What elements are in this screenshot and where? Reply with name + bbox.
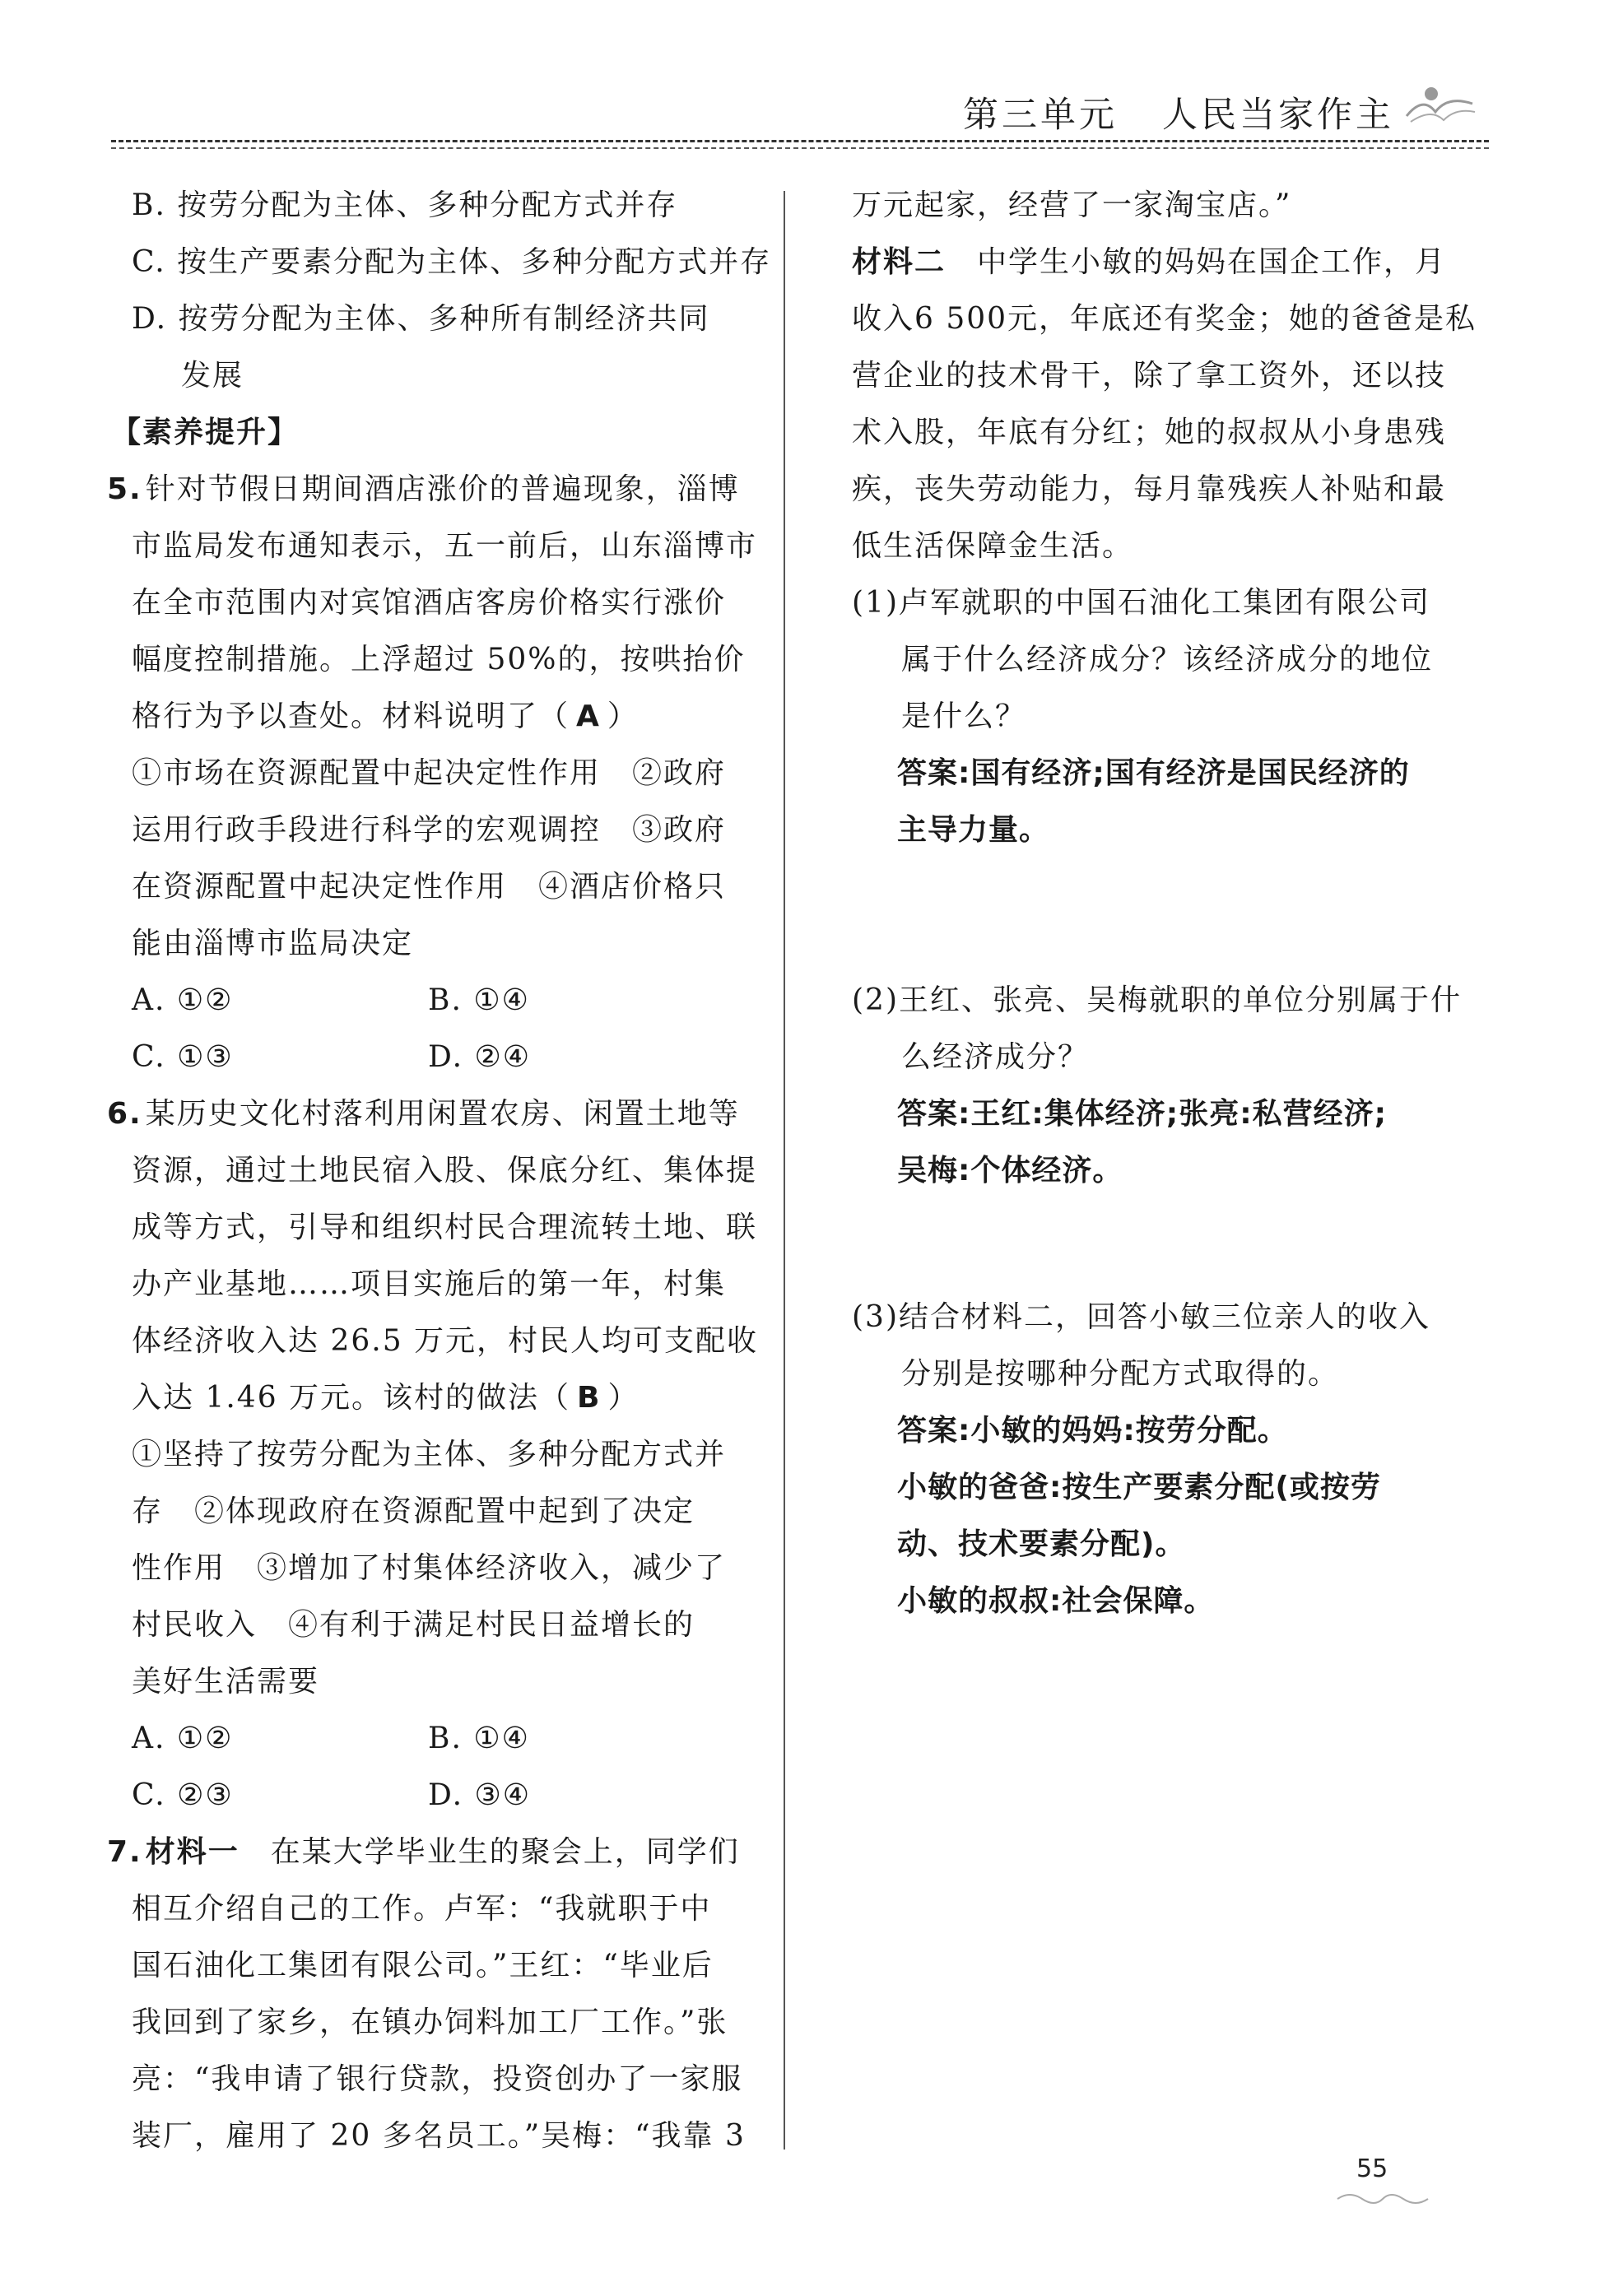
answer-text: 答案:小敏的妈妈:按劳分配。 xyxy=(897,1414,1288,1448)
material-text: 低生活保障金生活。 xyxy=(852,529,1134,563)
statement-line: 能由淄博市监局决定 xyxy=(132,927,414,960)
sub-question-3 xyxy=(852,1289,1477,1629)
answer-text: 答案:王红:集体经济;张亮:私营经济; xyxy=(897,1097,1387,1131)
sub-question-2 xyxy=(852,972,1477,1199)
question-text: 体经济收入达 26.5 万元，村民人均可支配收 xyxy=(132,1324,759,1358)
unit-label: 第三单元 xyxy=(963,95,1118,136)
option-b: B. ①④ xyxy=(428,983,530,1017)
material-text: 国石油化工集团有限公司。”王红：“毕业后 xyxy=(132,1949,714,1982)
question-number: 7. xyxy=(107,1835,142,1869)
material-text: 装厂，雇用了 20 多名员工。”吴梅：“我靠 3 xyxy=(132,2119,746,2153)
header-ornament-icon xyxy=(1402,79,1477,132)
option-a: A. ①② xyxy=(132,1722,234,1755)
statement-line: 存 ②体现政府在资源配置中起到了决定 xyxy=(132,1494,695,1528)
question-text: 在全市范围内对宾馆酒店客房价格实行涨价 xyxy=(132,586,727,620)
option-c: C. ①③ xyxy=(132,1040,234,1074)
answer-text: 小敏的叔叔:社会保障。 xyxy=(897,1584,1215,1618)
sub-question-text: (3)结合材料二，回答小敏三位亲人的收入 xyxy=(852,1300,1430,1334)
column-divider xyxy=(784,191,785,2150)
statement-line: ①坚持了按劳分配为主体、多种分配方式并 xyxy=(132,1438,727,1471)
sub-question-text: 么经济成分？ xyxy=(901,1040,1090,1074)
statement-line: 美好生活需要 xyxy=(132,1665,320,1699)
option-b: B. ①④ xyxy=(428,1722,530,1755)
material-text: 中学生小敏的妈妈在国企工作，月 xyxy=(946,245,1447,279)
right-column xyxy=(852,177,1477,1629)
q4-option-d-cont: 发展 xyxy=(181,359,244,393)
answer-text: 动、技术要素分配)。 xyxy=(897,1527,1186,1561)
header-divider xyxy=(111,140,1489,149)
unit-title: 人民当家作主 xyxy=(1162,95,1394,136)
material-text: 在某大学毕业生的聚会上，同学们 xyxy=(239,1835,740,1869)
sub-question-text: (1)卢军就职的中国石油化工集团有限公司 xyxy=(852,586,1430,620)
question-6: 6. 某历史文化村落利用闲置农房、闲置土地等 资源，通过土地民宿入股、保底分红、集体提 成等方式，引导和组织村民合理流转土地、联 办产业基地……项目实施后的第一年，村集 体经济收入达 26.5 万元，村民人均可支配收 入达 1.46 万元。该村的做法（ B ） ①坚持了按劳分配为主体、多种分配方式并 存 ②体现政府在资源配置中起到了决定 性作用 ③增加了村集体经济收入，减少了 村民收入 ④有利于满足村民日益增长的 美好生活需要 A. ①② B. ①④ C. ②③ D. ③④ xyxy=(132,1085,757,1824)
material-text: 疾，丧失劳动能力，每月靠残疾人补贴和最 xyxy=(852,472,1447,506)
answer-text: 小敏的爸爸:按生产要素分配(或按劳 xyxy=(897,1471,1381,1504)
statement-line: 在资源配置中起决定性作用 ④酒店价格只 xyxy=(132,870,727,904)
answer-letter: A xyxy=(576,699,601,733)
option-d: D. ③④ xyxy=(428,1778,532,1812)
material-text: 营企业的技术骨干，除了拿工资外，还以技 xyxy=(852,359,1447,393)
material-text: 万元起家，经营了一家淘宝店。” xyxy=(852,188,1292,222)
question-text: 某历史文化村落利用闲置农房、闲置土地等 xyxy=(145,1097,740,1131)
question-text: 市监局发布通知表示，五一前后，山东淄博市 xyxy=(132,529,758,563)
question-text: 针对节假日期间酒店涨价的普遍现象，淄博 xyxy=(145,472,740,506)
statement-line: 性作用 ③增加了村集体经济收入，减少了 xyxy=(132,1551,727,1585)
statement-line: 运用行政手段进行科学的宏观调控 ③政府 xyxy=(132,813,727,847)
question-text: 幅度控制措施。上浮超过 50%的，按哄抬价 xyxy=(132,643,746,676)
option-a: A. ①② xyxy=(132,983,234,1017)
sub-question-text: 是什么？ xyxy=(901,699,1027,733)
page-number: 55 xyxy=(1356,2154,1388,2183)
question-number: 6. xyxy=(107,1097,142,1131)
question-5: 5. 针对节假日期间酒店涨价的普遍现象，淄博 市监局发布通知表示，五一前后，山东淄博市 在全市范围内对宾馆酒店客房价格实行涨价 幅度控制措施。上浮超过 50%的，按哄抬价 格行为予以查处。材料说明了（ A ） ①市场在资源配置中起决定性作用 ②政府 运用行政手段进行科学的宏观调控 ③政府 在资源配置中起决定性作用 ④酒店价格只 能由淄博市监局决定 A. ①② B. ①④ C. ①③ D. ②④ xyxy=(132,461,757,1085)
question-number: 5. xyxy=(107,472,142,506)
question-text: 资源，通过土地民宿入股、保底分红、集体提 xyxy=(132,1154,758,1188)
option-d: D. ②④ xyxy=(428,1040,532,1074)
material-text: 相互介绍自己的工作。卢军：“我就职于中 xyxy=(132,1892,712,1926)
question-7 xyxy=(107,1824,757,2164)
question-text: 格行为予以查处。材料说明了（ xyxy=(132,699,570,733)
question-text: 成等方式，引导和组织村民合理流转土地、联 xyxy=(132,1211,758,1244)
sub-question-text: 属于什么经济成分？该经济成分的地位 xyxy=(901,643,1434,676)
running-header xyxy=(963,87,1394,137)
material-label: 材料一 xyxy=(145,1835,240,1869)
q4-option-d: D. 按劳分配为主体、多种所有制经济共同 xyxy=(132,302,710,336)
question-text: 办产业基地……项目实施后的第一年，村集 xyxy=(132,1267,727,1301)
answer-text: 主导力量。 xyxy=(897,813,1050,847)
sub-question-1 xyxy=(852,574,1477,858)
question-text: 入达 1.46 万元。该村的做法（ xyxy=(132,1381,571,1415)
answer-letter: B xyxy=(577,1381,602,1415)
answer-text: 答案:国有经济;国有经济是国民经济的 xyxy=(897,756,1410,790)
statement-line: ①市场在资源配置中起决定性作用 ②政府 xyxy=(132,756,727,790)
answer-text: 吴梅:个体经济。 xyxy=(897,1154,1123,1188)
sub-question-text: (2)王红、张亮、吴梅就职的单位分别属于什 xyxy=(852,983,1462,1017)
statement-line: 村民收入 ④有利于满足村民日益增长的 xyxy=(132,1608,695,1642)
section-heading: 【素养提升】 xyxy=(111,416,300,449)
material-label: 材料二 xyxy=(852,245,947,279)
option-c: C. ②③ xyxy=(132,1778,234,1812)
sub-question-text: 分别是按哪种分配方式取得的。 xyxy=(901,1357,1340,1391)
footer-ornament-icon xyxy=(1333,2189,1432,2212)
material-text: 我回到了家乡，在镇办饲料加工厂工作。”张 xyxy=(132,2006,728,2039)
q4-option-c: C. 按生产要素分配为主体、多种分配方式并存 xyxy=(132,245,772,279)
material-text: 术入股，年底有分红；她的叔叔从小身患残 xyxy=(852,416,1447,449)
material-text: 收入6 500元，年底还有奖金；她的爸爸是私 xyxy=(852,302,1477,336)
q4-option-b: B. 按劳分配为主体、多种分配方式并存 xyxy=(132,188,678,222)
material-text: 亮：“我申请了银行贷款，投资创办了一家服 xyxy=(132,2062,743,2096)
left-column xyxy=(107,177,772,2164)
